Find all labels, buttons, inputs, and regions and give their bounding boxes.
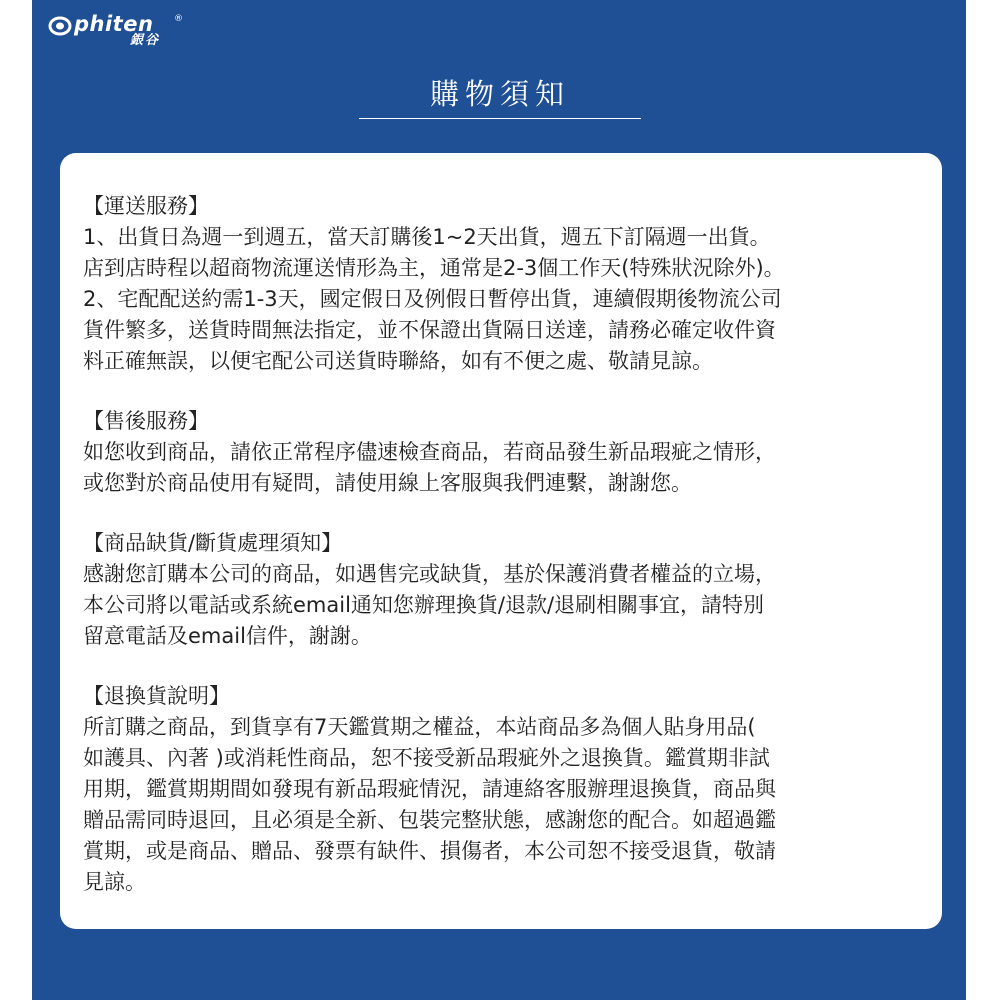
section-line: 如您收到商品，請依正常程序儘速檢查商品，若商品發生新品瑕疵之情形， [83,440,776,464]
section-line: 店到店時程以超商物流運送情形為主，通常是2-3個工作天(特殊狀況除外)。 [83,256,785,280]
section-line: 1、出貨日為週一到週五，當天訂購後1~2天出貨，週五下訂隔週一出貨。 [83,225,771,249]
section-line: 見諒。 [83,870,146,894]
section-heading: 【運送服務】 [83,194,209,218]
notice-content [83,191,918,927]
section-line: 如護具、內著 )或消耗性商品，恕不接受新品瑕疵外之退換貨。鑑賞期非試 [83,746,770,770]
registered-mark: ® [174,14,183,24]
section-line: 料正確無誤，以便宅配公司送貨時聯絡，如有不便之處、敬請見諒。 [83,349,713,373]
section-heading: 【退換貨說明】 [83,684,230,708]
section-line: 所訂購之商品，到貨享有7天鑑賞期之權益，本站商品多為個人貼身用品( [83,715,756,739]
section-line: 2、宅配配送約需1-3天，國定假日及例假日暫停出貨，連續假期後物流公司 [83,287,782,311]
section-line: 感謝您訂購本公司的商品，如遇售完或缺貨，基於保護消費者權益的立場， [83,562,776,586]
section-line: 用期，鑑賞期期間如發現有新品瑕疵情況，請連絡客服辦理退換貨，商品與 [83,777,776,801]
logo-subtext: 銀谷 [130,33,161,48]
section-line: 貨件繁多，送貨時間無法指定，並不保證出貨隔日送達，請務必確定收件資 [83,318,776,342]
section-line: 本公司將以電話或系統email通知您辦理換貨/退款/退刷相關事宜，請特別 [83,593,765,617]
section-line: 或您對於商品使用有疑問，請使用線上客服與我們連繫，謝謝您。 [83,471,692,495]
section-heading: 【售後服務】 [83,409,209,433]
logo-wordmark: phiten [74,12,154,36]
phiten-logo-mark-icon [48,16,72,36]
section-shipping [83,191,918,377]
section-out-of-stock [83,528,918,652]
section-after-sales [83,406,918,499]
section-returns [83,681,918,898]
section-line: 留意電話及email信件，謝謝。 [83,624,372,648]
brand-logo [48,14,198,48]
page-title: 購物須知 [429,77,570,111]
section-line: 賞期，或是商品、贈品、發票有缺件、損傷者，本公司恕不接受退貨，敬請 [83,839,776,863]
title-underline [359,118,641,119]
section-heading: 【商品缺貨/斷貨處理須知】 [83,531,343,555]
section-line: 贈品需同時退回，且必須是全新、包裝完整狀態，感謝您的配合。如超過鑑 [83,808,776,832]
